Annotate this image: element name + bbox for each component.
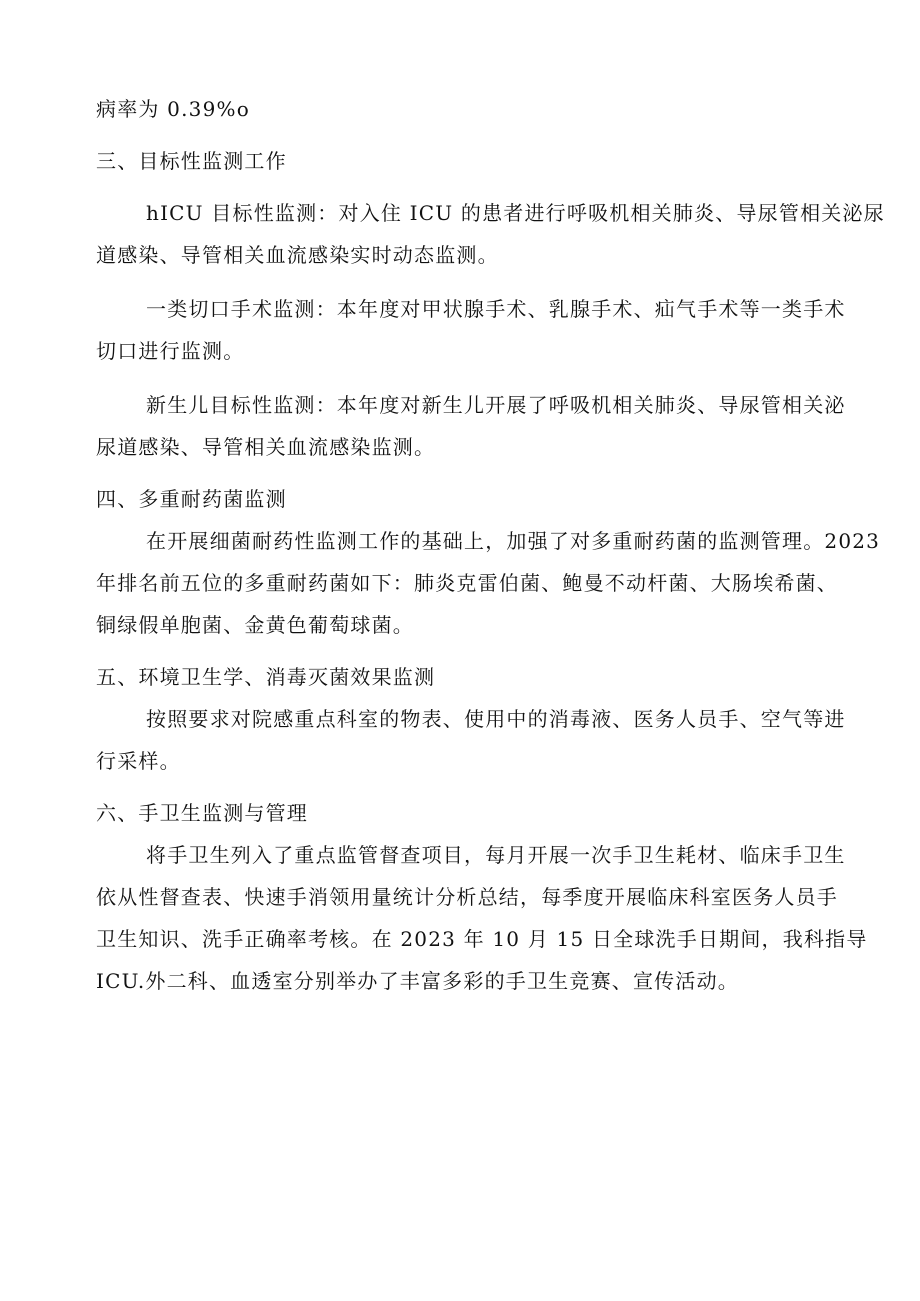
paragraph-line: 切口进行监测。 bbox=[96, 339, 245, 363]
paragraph-line: 行采样。 bbox=[96, 749, 181, 773]
paragraph-line: 新生儿目标性监测：本年度对新生儿开展了呼吸机相关肺炎、导尿管相关泌 bbox=[146, 393, 846, 417]
paragraph-line: 卫生知识、洗手正确率考核。在 2023 年 10 月 15 日全球洗手日期间，我科指导 bbox=[96, 927, 868, 951]
paragraph-line: 铜绿假单胞菌、金黄色葡萄球菌。 bbox=[96, 613, 414, 637]
paragraph-line: 一类切口手术监测：本年度对甲状腺手术、乳腺手术、疝气手术等一类手术 bbox=[146, 297, 846, 321]
section-heading-6: 六、手卫生监测与管理 bbox=[96, 801, 308, 825]
paragraph-line: 在开展细菌耐药性监测工作的基础上，加强了对多重耐药菌的监测管理。2023 bbox=[146, 529, 881, 553]
paragraph-line: 依从性督查表、快速手消领用量统计分析总结，每季度开展临床科室医务人员手 bbox=[96, 885, 838, 909]
paragraph-line: 尿道感染、导管相关血流感染监测。 bbox=[96, 435, 436, 459]
paragraph-line: hICU 目标性监测：对入住 ICU 的患者进行呼吸机相关肺炎、导尿管相关泌尿 bbox=[146, 201, 885, 225]
paragraph-line: ICU.外二科、血透室分别举办了丰富多彩的手卫生竞赛、宣传活动。 bbox=[96, 969, 739, 993]
paragraph-line: 将手卫生列入了重点监管督查项目，每月开展一次手卫生耗材、临床手卫生 bbox=[146, 843, 846, 867]
paragraph-line: 年排名前五位的多重耐药菌如下：肺炎克雷伯菌、鲍曼不动杆菌、大肠埃希菌、 bbox=[96, 571, 838, 595]
paragraph-line: 道感染、导管相关血流感染实时动态监测。 bbox=[96, 243, 499, 267]
paragraph-line: 病率为 0.39%o bbox=[96, 97, 250, 121]
section-heading-5: 五、环境卫生学、消毒灭菌效果监测 bbox=[96, 665, 436, 689]
paragraph-line: 按照要求对院感重点科室的物表、使用中的消毒液、医务人员手、空气等进 bbox=[146, 707, 846, 731]
section-heading-4: 四、多重耐药菌监测 bbox=[96, 487, 287, 511]
section-heading-3: 三、目标性监测工作 bbox=[96, 149, 287, 173]
document-body bbox=[96, 88, 914, 1002]
